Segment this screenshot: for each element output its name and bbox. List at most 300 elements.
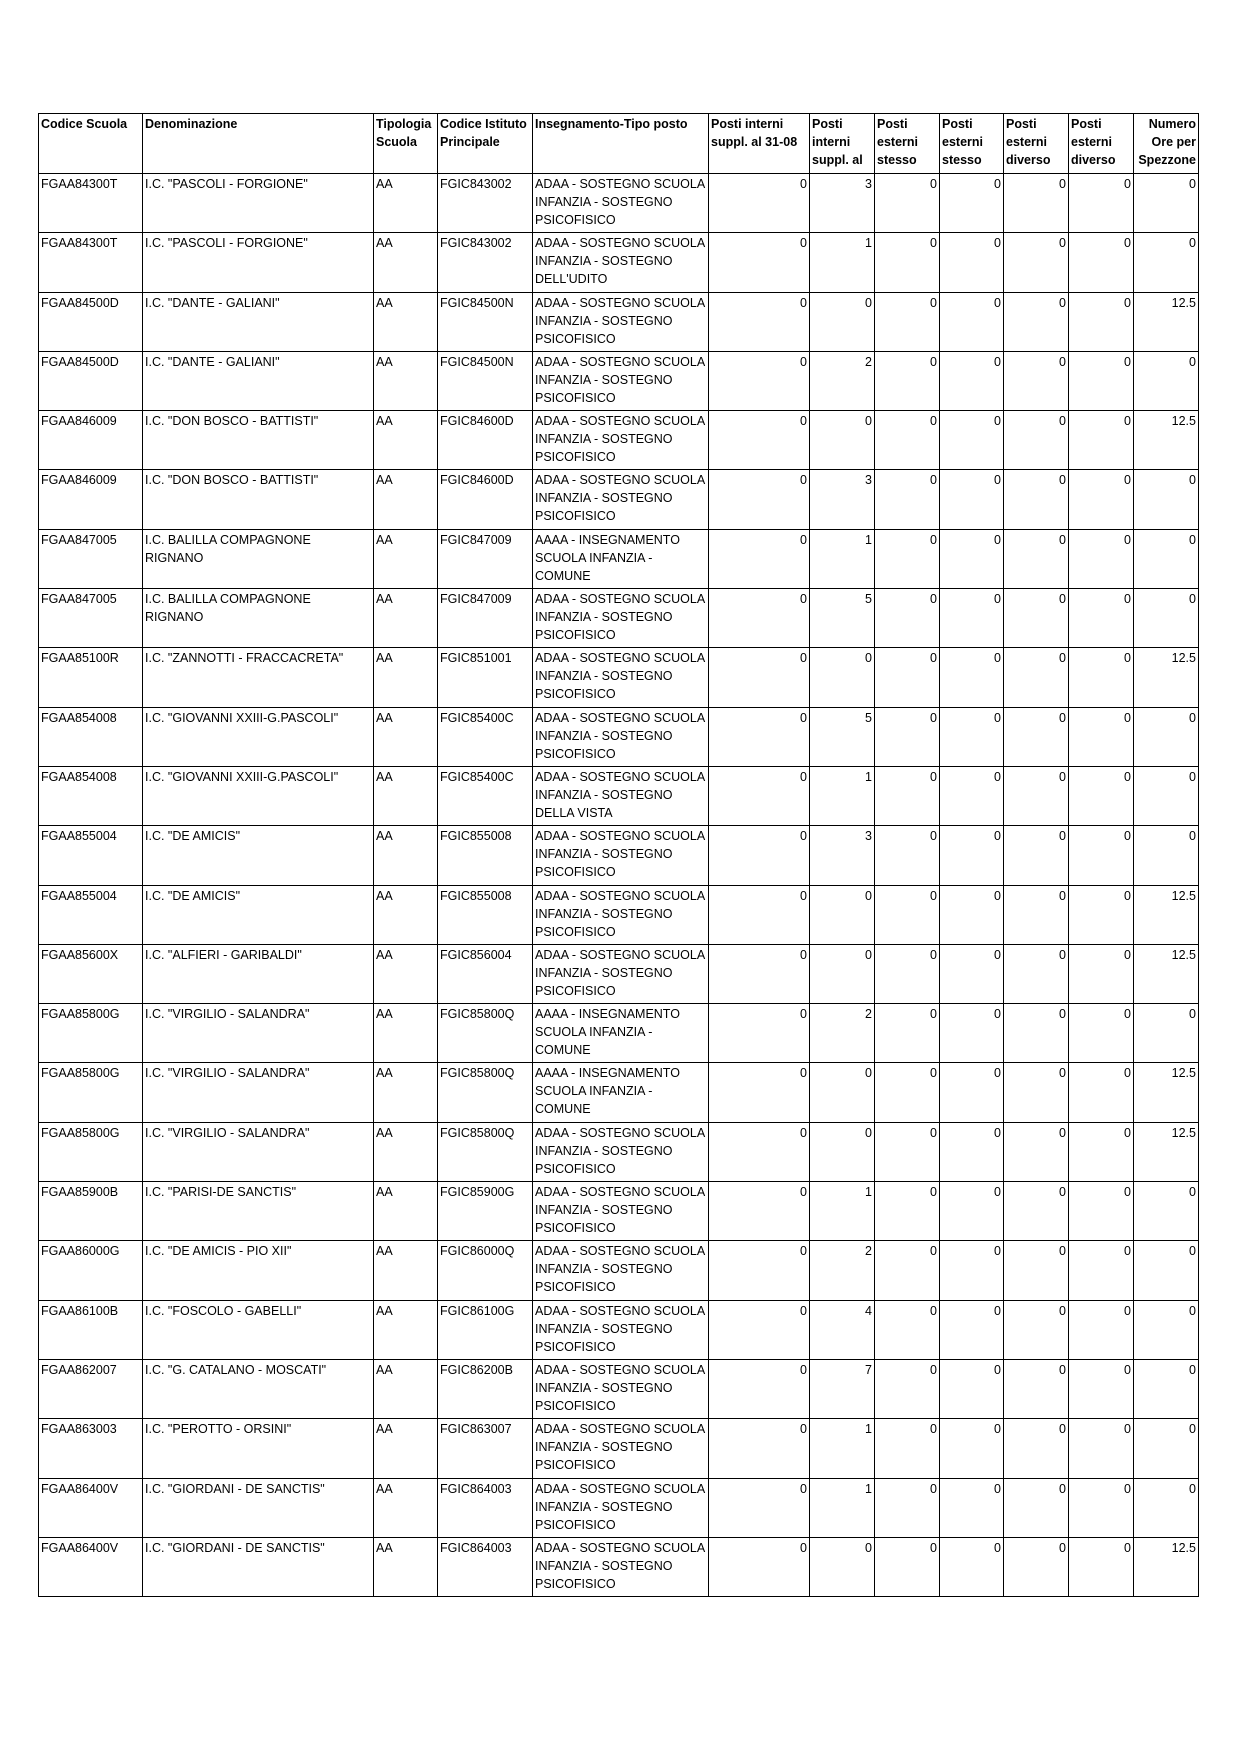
cell-numero-ore: 0 — [1134, 1478, 1199, 1537]
cell-posti-interni-31-08: 0 — [709, 1004, 810, 1063]
cell-posti-interni-31-08: 0 — [709, 944, 810, 1003]
table-row — [39, 885, 1199, 944]
cell-posti-interni-31-08: 0 — [709, 529, 810, 588]
cell-posti-interni-31-08: 0 — [709, 885, 810, 944]
cell-esterni-stesso-2: 0 — [940, 648, 1004, 707]
cell-numero-ore: 12.5 — [1134, 292, 1199, 351]
cell-denominazione: I.C. "DE AMICIS" — [143, 885, 374, 944]
cell-posti-interni-suppl: 0 — [810, 1122, 875, 1181]
cell-esterni-diverso-1: 0 — [1004, 1300, 1069, 1359]
col-denominazione: Denominazione — [143, 114, 374, 174]
cell-codice-istituto: FGIC847009 — [438, 589, 533, 648]
cell-esterni-stesso-2: 0 — [940, 351, 1004, 410]
table-row — [39, 233, 1199, 292]
cell-esterni-stesso-1: 0 — [875, 292, 940, 351]
cell-denominazione: I.C. "VIRGILIO - SALANDRA" — [143, 1122, 374, 1181]
cell-esterni-stesso-2: 0 — [940, 174, 1004, 233]
cell-codice-scuola: FGAA86100B — [39, 1300, 143, 1359]
cell-esterni-diverso-2: 0 — [1069, 470, 1134, 529]
cell-insegnamento: ADAA - SOSTEGNO SCUOLA INFANZIA - SOSTEGNO PSICOFISICO — [533, 707, 709, 766]
cell-numero-ore: 0 — [1134, 174, 1199, 233]
cell-tipologia: AA — [374, 1300, 438, 1359]
col-codice-scuola: Codice Scuola — [39, 114, 143, 174]
cell-tipologia: AA — [374, 470, 438, 529]
cell-posti-interni-31-08: 0 — [709, 589, 810, 648]
cell-codice-scuola: FGAA85800G — [39, 1122, 143, 1181]
cell-codice-istituto: FGIC85400C — [438, 707, 533, 766]
cell-insegnamento: ADAA - SOSTEGNO SCUOLA INFANZIA - SOSTEGNO PSICOFISICO — [533, 944, 709, 1003]
cell-numero-ore: 0 — [1134, 1300, 1199, 1359]
cell-esterni-diverso-2: 0 — [1069, 529, 1134, 588]
cell-codice-istituto: FGIC851001 — [438, 648, 533, 707]
cell-tipologia: AA — [374, 1359, 438, 1418]
cell-insegnamento: ADAA - SOSTEGNO SCUOLA INFANZIA - SOSTEGNO PSICOFISICO — [533, 470, 709, 529]
table-body — [39, 174, 1199, 1597]
cell-denominazione: I.C. "GIORDANI - DE SANCTIS" — [143, 1478, 374, 1537]
cell-codice-scuola: FGAA846009 — [39, 470, 143, 529]
cell-tipologia: AA — [374, 411, 438, 470]
cell-codice-scuola: FGAA84500D — [39, 292, 143, 351]
cell-insegnamento: ADAA - SOSTEGNO SCUOLA INFANZIA - SOSTEGNO PSICOFISICO — [533, 1419, 709, 1478]
cell-posti-interni-31-08: 0 — [709, 351, 810, 410]
cell-tipologia: AA — [374, 707, 438, 766]
cell-codice-scuola: FGAA846009 — [39, 411, 143, 470]
cell-esterni-stesso-1: 0 — [875, 766, 940, 825]
cell-esterni-stesso-1: 0 — [875, 1063, 940, 1122]
cell-codice-scuola: FGAA85800G — [39, 1004, 143, 1063]
cell-posti-interni-31-08: 0 — [709, 1122, 810, 1181]
table-row — [39, 1004, 1199, 1063]
cell-esterni-stesso-2: 0 — [940, 885, 1004, 944]
cell-insegnamento: ADAA - SOSTEGNO SCUOLA INFANZIA - SOSTEGNO PSICOFISICO — [533, 174, 709, 233]
cell-insegnamento: ADAA - SOSTEGNO SCUOLA INFANZIA - SOSTEGNO PSICOFISICO — [533, 411, 709, 470]
posti-table — [38, 113, 1199, 1597]
cell-codice-istituto: FGIC86000Q — [438, 1241, 533, 1300]
cell-tipologia: AA — [374, 233, 438, 292]
cell-tipologia: AA — [374, 1478, 438, 1537]
col-codice-istituto: Codice Istituto Principale — [438, 114, 533, 174]
cell-esterni-diverso-2: 0 — [1069, 707, 1134, 766]
cell-tipologia: AA — [374, 1122, 438, 1181]
cell-insegnamento: ADAA - SOSTEGNO SCUOLA INFANZIA - SOSTEGNO PSICOFISICO — [533, 826, 709, 885]
cell-esterni-stesso-2: 0 — [940, 589, 1004, 648]
cell-esterni-diverso-2: 0 — [1069, 1537, 1134, 1596]
cell-tipologia: AA — [374, 292, 438, 351]
cell-esterni-stesso-1: 0 — [875, 1241, 940, 1300]
cell-posti-interni-31-08: 0 — [709, 1537, 810, 1596]
cell-posti-interni-31-08: 0 — [709, 826, 810, 885]
cell-insegnamento: ADAA - SOSTEGNO SCUOLA INFANZIA - SOSTEGNO PSICOFISICO — [533, 1182, 709, 1241]
cell-posti-interni-suppl: 0 — [810, 1537, 875, 1596]
cell-esterni-diverso-1: 0 — [1004, 1182, 1069, 1241]
cell-esterni-stesso-2: 0 — [940, 233, 1004, 292]
cell-esterni-diverso-2: 0 — [1069, 885, 1134, 944]
col-numero-ore: Numero Ore per Spezzone — [1134, 114, 1199, 174]
cell-numero-ore: 12.5 — [1134, 1537, 1199, 1596]
cell-codice-istituto: FGIC85900G — [438, 1182, 533, 1241]
cell-posti-interni-suppl: 5 — [810, 589, 875, 648]
cell-esterni-stesso-1: 0 — [875, 1478, 940, 1537]
cell-esterni-stesso-2: 0 — [940, 1182, 1004, 1241]
table-row — [39, 292, 1199, 351]
cell-posti-interni-suppl: 3 — [810, 470, 875, 529]
cell-esterni-diverso-1: 0 — [1004, 1122, 1069, 1181]
cell-esterni-diverso-1: 0 — [1004, 1063, 1069, 1122]
table-row — [39, 1419, 1199, 1478]
cell-codice-istituto: FGIC84600D — [438, 470, 533, 529]
cell-denominazione: I.C. "VIRGILIO - SALANDRA" — [143, 1004, 374, 1063]
cell-numero-ore: 0 — [1134, 1419, 1199, 1478]
table-row — [39, 648, 1199, 707]
cell-esterni-stesso-1: 0 — [875, 944, 940, 1003]
cell-posti-interni-suppl: 1 — [810, 766, 875, 825]
cell-denominazione: I.C. BALILLA COMPAGNONE RIGNANO — [143, 529, 374, 588]
cell-posti-interni-31-08: 0 — [709, 766, 810, 825]
cell-esterni-stesso-2: 0 — [940, 470, 1004, 529]
cell-numero-ore: 0 — [1134, 233, 1199, 292]
cell-esterni-stesso-2: 0 — [940, 707, 1004, 766]
cell-esterni-diverso-2: 0 — [1069, 1359, 1134, 1418]
cell-insegnamento: ADAA - SOSTEGNO SCUOLA INFANZIA - SOSTEGNO PSICOFISICO — [533, 1478, 709, 1537]
cell-esterni-stesso-2: 0 — [940, 1359, 1004, 1418]
cell-codice-istituto: FGIC85800Q — [438, 1004, 533, 1063]
cell-esterni-stesso-2: 0 — [940, 826, 1004, 885]
cell-esterni-diverso-2: 0 — [1069, 826, 1134, 885]
cell-esterni-diverso-2: 0 — [1069, 292, 1134, 351]
cell-insegnamento: AAAA - INSEGNAMENTO SCUOLA INFANZIA - COMUNE — [533, 1063, 709, 1122]
cell-denominazione: I.C. "DANTE - GALIANI" — [143, 292, 374, 351]
cell-codice-scuola: FGAA86000G — [39, 1241, 143, 1300]
cell-insegnamento: ADAA - SOSTEGNO SCUOLA INFANZIA - SOSTEGNO PSICOFISICO — [533, 1300, 709, 1359]
cell-esterni-stesso-2: 0 — [940, 1004, 1004, 1063]
cell-esterni-stesso-2: 0 — [940, 766, 1004, 825]
cell-esterni-diverso-1: 0 — [1004, 1241, 1069, 1300]
cell-codice-scuola: FGAA854008 — [39, 707, 143, 766]
cell-posti-interni-suppl: 2 — [810, 1241, 875, 1300]
cell-esterni-diverso-2: 0 — [1069, 589, 1134, 648]
cell-esterni-stesso-1: 0 — [875, 351, 940, 410]
cell-esterni-diverso-2: 0 — [1069, 174, 1134, 233]
cell-numero-ore: 0 — [1134, 1241, 1199, 1300]
cell-esterni-diverso-2: 0 — [1069, 1419, 1134, 1478]
cell-codice-istituto: FGIC863007 — [438, 1419, 533, 1478]
table-row — [39, 529, 1199, 588]
cell-esterni-stesso-1: 0 — [875, 174, 940, 233]
cell-posti-interni-suppl: 1 — [810, 1182, 875, 1241]
cell-posti-interni-31-08: 0 — [709, 292, 810, 351]
cell-numero-ore: 12.5 — [1134, 1063, 1199, 1122]
table-row — [39, 944, 1199, 1003]
cell-posti-interni-31-08: 0 — [709, 233, 810, 292]
cell-tipologia: AA — [374, 1182, 438, 1241]
cell-esterni-stesso-1: 0 — [875, 529, 940, 588]
cell-tipologia: AA — [374, 648, 438, 707]
cell-insegnamento: ADAA - SOSTEGNO SCUOLA INFANZIA - SOSTEGNO PSICOFISICO — [533, 648, 709, 707]
cell-esterni-diverso-1: 0 — [1004, 944, 1069, 1003]
cell-esterni-diverso-2: 0 — [1069, 1182, 1134, 1241]
cell-denominazione: I.C. "PASCOLI - FORGIONE" — [143, 233, 374, 292]
cell-esterni-diverso-1: 0 — [1004, 529, 1069, 588]
cell-esterni-stesso-2: 0 — [940, 411, 1004, 470]
cell-esterni-stesso-2: 0 — [940, 1478, 1004, 1537]
cell-posti-interni-suppl: 0 — [810, 885, 875, 944]
cell-esterni-stesso-1: 0 — [875, 1122, 940, 1181]
cell-posti-interni-suppl: 1 — [810, 529, 875, 588]
cell-codice-scuola: FGAA855004 — [39, 885, 143, 944]
cell-tipologia: AA — [374, 1241, 438, 1300]
cell-codice-istituto: FGIC864003 — [438, 1478, 533, 1537]
cell-denominazione: I.C. BALILLA COMPAGNONE RIGNANO — [143, 589, 374, 648]
cell-tipologia: AA — [374, 1537, 438, 1596]
cell-tipologia: AA — [374, 826, 438, 885]
cell-posti-interni-31-08: 0 — [709, 1419, 810, 1478]
table-row — [39, 1537, 1199, 1596]
cell-posti-interni-31-08: 0 — [709, 470, 810, 529]
cell-tipologia: AA — [374, 1419, 438, 1478]
col-posti-interni-31-08: Posti interni suppl. al 31-08 — [709, 114, 810, 174]
cell-denominazione: I.C. "DON BOSCO - BATTISTI" — [143, 470, 374, 529]
cell-tipologia: AA — [374, 589, 438, 648]
cell-posti-interni-31-08: 0 — [709, 174, 810, 233]
cell-posti-interni-suppl: 1 — [810, 233, 875, 292]
cell-codice-scuola: FGAA86400V — [39, 1537, 143, 1596]
cell-esterni-diverso-1: 0 — [1004, 1537, 1069, 1596]
cell-codice-scuola: FGAA855004 — [39, 826, 143, 885]
cell-esterni-stesso-1: 0 — [875, 589, 940, 648]
cell-denominazione: I.C. "DE AMICIS" — [143, 826, 374, 885]
cell-esterni-diverso-2: 0 — [1069, 1241, 1134, 1300]
cell-posti-interni-suppl: 0 — [810, 292, 875, 351]
cell-posti-interni-suppl: 3 — [810, 174, 875, 233]
cell-codice-scuola: FGAA863003 — [39, 1419, 143, 1478]
table-row — [39, 1182, 1199, 1241]
cell-esterni-stesso-1: 0 — [875, 648, 940, 707]
table-row — [39, 707, 1199, 766]
cell-insegnamento: AAAA - INSEGNAMENTO SCUOLA INFANZIA - COMUNE — [533, 1004, 709, 1063]
col-posti-esterni-stesso-2: Posti esterni stesso — [940, 114, 1004, 174]
cell-insegnamento: ADAA - SOSTEGNO SCUOLA INFANZIA - SOSTEGNO PSICOFISICO — [533, 1122, 709, 1181]
cell-denominazione: I.C. "PEROTTO - ORSINI" — [143, 1419, 374, 1478]
cell-esterni-stesso-2: 0 — [940, 1241, 1004, 1300]
cell-tipologia: AA — [374, 529, 438, 588]
cell-denominazione: I.C. "DON BOSCO - BATTISTI" — [143, 411, 374, 470]
cell-esterni-diverso-2: 0 — [1069, 1478, 1134, 1537]
cell-esterni-stesso-1: 0 — [875, 1004, 940, 1063]
cell-codice-istituto: FGIC855008 — [438, 885, 533, 944]
cell-posti-interni-suppl: 2 — [810, 351, 875, 410]
cell-esterni-diverso-2: 0 — [1069, 648, 1134, 707]
cell-numero-ore: 12.5 — [1134, 1122, 1199, 1181]
cell-denominazione: I.C. "GIOVANNI XXIII-G.PASCOLI" — [143, 766, 374, 825]
cell-codice-istituto: FGIC85800Q — [438, 1063, 533, 1122]
cell-esterni-stesso-2: 0 — [940, 944, 1004, 1003]
cell-esterni-stesso-1: 0 — [875, 826, 940, 885]
table-row — [39, 1300, 1199, 1359]
cell-numero-ore: 12.5 — [1134, 944, 1199, 1003]
cell-numero-ore: 0 — [1134, 826, 1199, 885]
cell-numero-ore: 0 — [1134, 529, 1199, 588]
cell-codice-istituto: FGIC85800Q — [438, 1122, 533, 1181]
cell-codice-istituto: FGIC856004 — [438, 944, 533, 1003]
table-row — [39, 411, 1199, 470]
cell-denominazione: I.C. "G. CATALANO - MOSCATI" — [143, 1359, 374, 1418]
cell-codice-scuola: FGAA86400V — [39, 1478, 143, 1537]
cell-tipologia: AA — [374, 174, 438, 233]
cell-codice-scuola: FGAA85900B — [39, 1182, 143, 1241]
table-row — [39, 1478, 1199, 1537]
cell-tipologia: AA — [374, 1004, 438, 1063]
cell-esterni-diverso-2: 0 — [1069, 944, 1134, 1003]
cell-numero-ore: 0 — [1134, 589, 1199, 648]
cell-esterni-diverso-1: 0 — [1004, 826, 1069, 885]
cell-denominazione: I.C. "ZANNOTTI - FRACCACRETA" — [143, 648, 374, 707]
cell-esterni-diverso-1: 0 — [1004, 589, 1069, 648]
cell-denominazione: I.C. "DE AMICIS - PIO XII" — [143, 1241, 374, 1300]
cell-esterni-stesso-1: 0 — [875, 411, 940, 470]
cell-codice-scuola: FGAA85600X — [39, 944, 143, 1003]
cell-esterni-diverso-1: 0 — [1004, 1478, 1069, 1537]
table-row — [39, 1063, 1199, 1122]
cell-esterni-diverso-1: 0 — [1004, 174, 1069, 233]
cell-posti-interni-31-08: 0 — [709, 1478, 810, 1537]
cell-tipologia: AA — [374, 351, 438, 410]
cell-codice-istituto: FGIC86200B — [438, 1359, 533, 1418]
cell-posti-interni-suppl: 5 — [810, 707, 875, 766]
cell-esterni-stesso-2: 0 — [940, 292, 1004, 351]
cell-codice-istituto: FGIC855008 — [438, 826, 533, 885]
cell-posti-interni-suppl: 0 — [810, 411, 875, 470]
cell-denominazione: I.C. "VIRGILIO - SALANDRA" — [143, 1063, 374, 1122]
table-row — [39, 1122, 1199, 1181]
cell-codice-istituto: FGIC86100G — [438, 1300, 533, 1359]
cell-codice-scuola: FGAA85800G — [39, 1063, 143, 1122]
col-tipologia-scuola: Tipologia Scuola — [374, 114, 438, 174]
cell-posti-interni-suppl: 0 — [810, 648, 875, 707]
cell-numero-ore: 0 — [1134, 470, 1199, 529]
col-posti-esterni-diverso-2: Posti esterni diverso — [1069, 114, 1134, 174]
cell-codice-istituto: FGIC843002 — [438, 174, 533, 233]
header-row — [39, 114, 1199, 174]
cell-posti-interni-suppl: 7 — [810, 1359, 875, 1418]
cell-numero-ore: 0 — [1134, 1182, 1199, 1241]
cell-numero-ore: 0 — [1134, 766, 1199, 825]
cell-posti-interni-suppl: 4 — [810, 1300, 875, 1359]
table-row — [39, 174, 1199, 233]
cell-insegnamento: ADAA - SOSTEGNO SCUOLA INFANZIA - SOSTEGNO PSICOFISICO — [533, 1241, 709, 1300]
cell-codice-istituto: FGIC84500N — [438, 292, 533, 351]
cell-esterni-diverso-2: 0 — [1069, 766, 1134, 825]
cell-esterni-diverso-1: 0 — [1004, 1004, 1069, 1063]
cell-denominazione: I.C. "PASCOLI - FORGIONE" — [143, 174, 374, 233]
cell-codice-scuola: FGAA847005 — [39, 589, 143, 648]
cell-esterni-diverso-2: 0 — [1069, 411, 1134, 470]
cell-posti-interni-suppl: 3 — [810, 826, 875, 885]
cell-codice-scuola: FGAA84500D — [39, 351, 143, 410]
cell-codice-istituto: FGIC847009 — [438, 529, 533, 588]
cell-esterni-diverso-2: 0 — [1069, 351, 1134, 410]
cell-esterni-stesso-1: 0 — [875, 1359, 940, 1418]
cell-esterni-diverso-1: 0 — [1004, 1359, 1069, 1418]
cell-numero-ore: 12.5 — [1134, 885, 1199, 944]
cell-insegnamento: ADAA - SOSTEGNO SCUOLA INFANZIA - SOSTEGNO PSICOFISICO — [533, 885, 709, 944]
cell-codice-istituto: FGIC84600D — [438, 411, 533, 470]
cell-esterni-diverso-1: 0 — [1004, 885, 1069, 944]
cell-esterni-diverso-1: 0 — [1004, 766, 1069, 825]
cell-codice-scuola: FGAA862007 — [39, 1359, 143, 1418]
cell-esterni-diverso-1: 0 — [1004, 470, 1069, 529]
cell-codice-istituto: FGIC84500N — [438, 351, 533, 410]
cell-esterni-diverso-1: 0 — [1004, 233, 1069, 292]
cell-esterni-diverso-1: 0 — [1004, 707, 1069, 766]
cell-posti-interni-31-08: 0 — [709, 707, 810, 766]
cell-posti-interni-31-08: 0 — [709, 1300, 810, 1359]
table-row — [39, 1359, 1199, 1418]
cell-esterni-stesso-1: 0 — [875, 233, 940, 292]
cell-denominazione: I.C. "FOSCOLO - GABELLI" — [143, 1300, 374, 1359]
cell-esterni-diverso-2: 0 — [1069, 233, 1134, 292]
table-row — [39, 766, 1199, 825]
cell-posti-interni-suppl: 1 — [810, 1419, 875, 1478]
col-posti-esterni-diverso-1: Posti esterni diverso — [1004, 114, 1069, 174]
cell-esterni-stesso-2: 0 — [940, 1537, 1004, 1596]
cell-esterni-stesso-2: 0 — [940, 1122, 1004, 1181]
cell-numero-ore: 0 — [1134, 707, 1199, 766]
cell-posti-interni-31-08: 0 — [709, 1182, 810, 1241]
cell-codice-scuola: FGAA854008 — [39, 766, 143, 825]
col-posti-interni-suppl: Posti interni suppl. al — [810, 114, 875, 174]
cell-esterni-diverso-2: 0 — [1069, 1004, 1134, 1063]
cell-posti-interni-suppl: 0 — [810, 944, 875, 1003]
cell-tipologia: AA — [374, 944, 438, 1003]
cell-numero-ore: 0 — [1134, 351, 1199, 410]
cell-esterni-diverso-1: 0 — [1004, 411, 1069, 470]
cell-esterni-stesso-1: 0 — [875, 1300, 940, 1359]
cell-esterni-stesso-1: 0 — [875, 1537, 940, 1596]
cell-codice-scuola: FGAA84300T — [39, 233, 143, 292]
cell-codice-istituto: FGIC85400C — [438, 766, 533, 825]
table-row — [39, 826, 1199, 885]
table-row — [39, 351, 1199, 410]
cell-tipologia: AA — [374, 885, 438, 944]
cell-esterni-diverso-1: 0 — [1004, 648, 1069, 707]
cell-insegnamento: ADAA - SOSTEGNO SCUOLA INFANZIA - SOSTEGNO PSICOFISICO — [533, 292, 709, 351]
cell-insegnamento: AAAA - INSEGNAMENTO SCUOLA INFANZIA - COMUNE — [533, 529, 709, 588]
cell-esterni-stesso-2: 0 — [940, 1300, 1004, 1359]
cell-esterni-stesso-2: 0 — [940, 1063, 1004, 1122]
cell-esterni-diverso-1: 0 — [1004, 351, 1069, 410]
cell-posti-interni-31-08: 0 — [709, 648, 810, 707]
cell-esterni-diverso-1: 0 — [1004, 292, 1069, 351]
cell-tipologia: AA — [374, 766, 438, 825]
cell-denominazione: I.C. "DANTE - GALIANI" — [143, 351, 374, 410]
cell-denominazione: I.C. "GIORDANI - DE SANCTIS" — [143, 1537, 374, 1596]
cell-insegnamento: ADAA - SOSTEGNO SCUOLA INFANZIA - SOSTEGNO PSICOFISICO — [533, 589, 709, 648]
cell-esterni-stesso-1: 0 — [875, 1182, 940, 1241]
cell-codice-scuola: FGAA847005 — [39, 529, 143, 588]
cell-esterni-stesso-1: 0 — [875, 1419, 940, 1478]
cell-posti-interni-31-08: 0 — [709, 1241, 810, 1300]
cell-numero-ore: 0 — [1134, 1359, 1199, 1418]
cell-insegnamento: ADAA - SOSTEGNO SCUOLA INFANZIA - SOSTEGNO PSICOFISICO — [533, 1359, 709, 1418]
cell-esterni-diverso-1: 0 — [1004, 1419, 1069, 1478]
cell-esterni-stesso-2: 0 — [940, 529, 1004, 588]
cell-posti-interni-suppl: 0 — [810, 1063, 875, 1122]
cell-numero-ore: 12.5 — [1134, 648, 1199, 707]
cell-esterni-diverso-2: 0 — [1069, 1300, 1134, 1359]
col-posti-esterni-stesso-1: Posti esterni stesso — [875, 114, 940, 174]
cell-denominazione: I.C. "GIOVANNI XXIII-G.PASCOLI" — [143, 707, 374, 766]
cell-insegnamento: ADAA - SOSTEGNO SCUOLA INFANZIA - SOSTEGNO DELL'UDITO — [533, 233, 709, 292]
